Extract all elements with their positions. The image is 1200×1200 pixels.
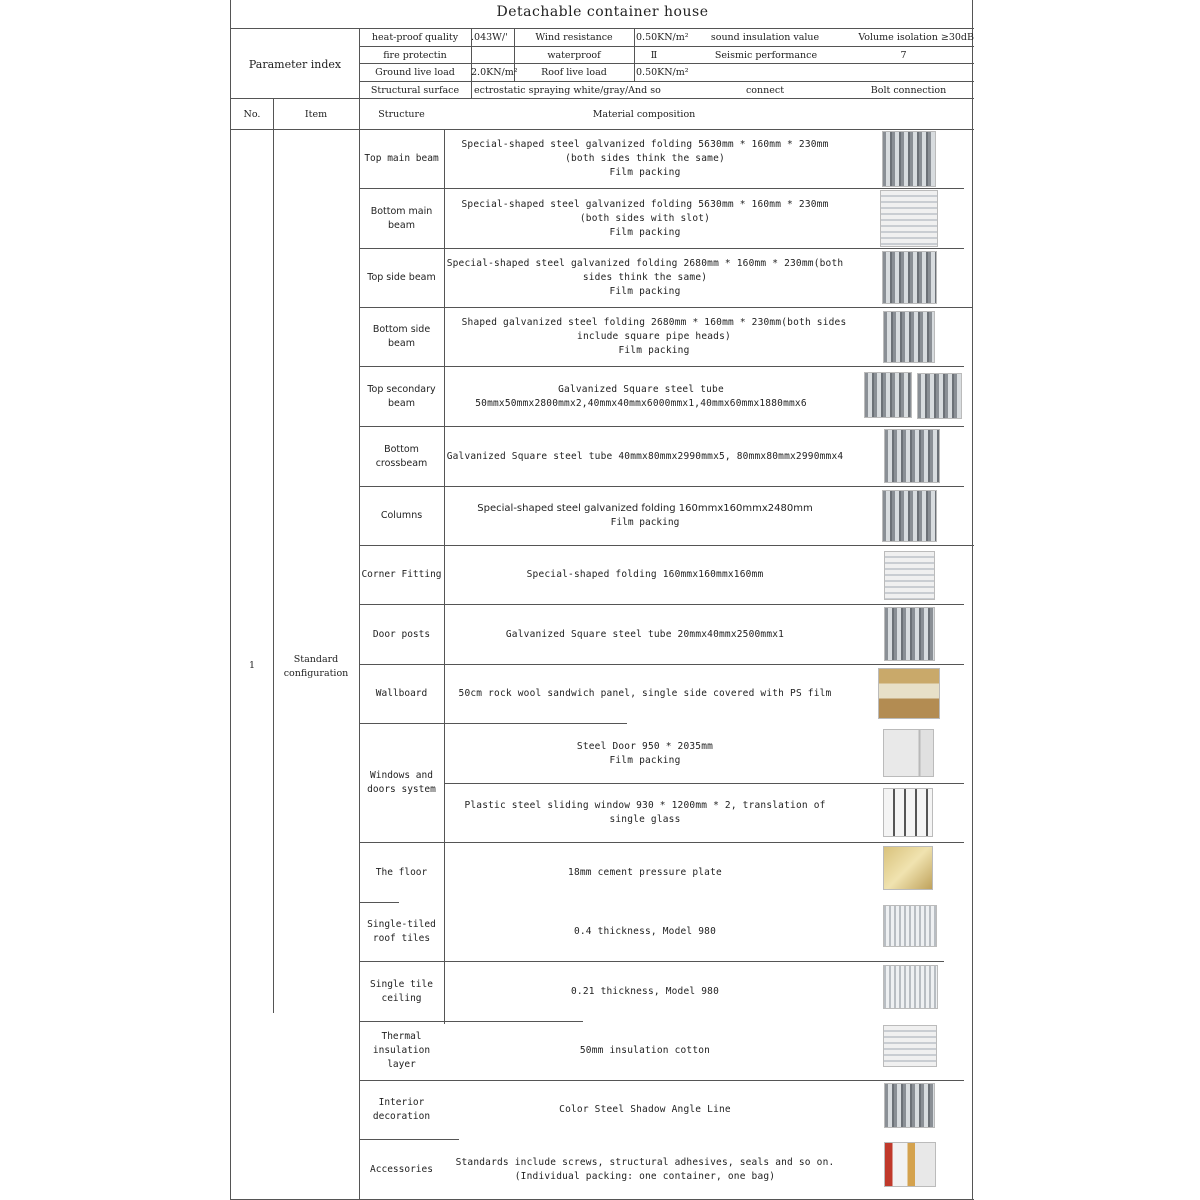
- structure-bottom-main-beam: Bottom main beam: [370, 205, 433, 231]
- material-bottom-crossbeam: [446, 427, 844, 486]
- corner-fitting-photo-icon: [884, 551, 935, 600]
- material-text: Galvanized Square steel tube 20mmx40mmx2500mmx1: [505, 628, 785, 640]
- packing-text: Film packing: [609, 286, 681, 297]
- document-title: Detachable container house: [496, 4, 709, 20]
- connect-label: connect: [745, 85, 785, 96]
- material-text: 0.4 thickness, Model 980: [573, 926, 717, 937]
- material-interior-decoration: [446, 1081, 844, 1139]
- roof-load-value: 0.50KN/m²: [636, 67, 689, 78]
- material-text: 50cm rock wool sandwich panel, single side covered with PS film: [458, 688, 832, 699]
- insulation-photo-icon: [883, 1025, 937, 1067]
- material-roof-tiles: [446, 903, 844, 961]
- material-sliding-window: [446, 784, 844, 842]
- structure-bottom-crossbeam: Bottom crossbeam: [375, 443, 428, 469]
- material-text: Special-shaped steel galvanized folding 160mmx160mmx2480mm: [477, 503, 813, 514]
- structure-accessories: Accessories: [370, 1163, 433, 1175]
- crossbeam-photo-icon: [884, 429, 940, 483]
- material-text: Special-shaped steel galvanized folding 5630mm * 160mm * 230mm (both sides with slot): [461, 198, 829, 224]
- material-text: Special-shaped steel galvanized folding 5630mm * 160mm * 230mm (both sides think the same): [461, 139, 829, 164]
- group-item: Standard configuration: [283, 654, 349, 679]
- material-top-secondary-beam: [446, 367, 836, 426]
- structure-floor: The floor: [375, 866, 428, 878]
- packing-text: Film packing: [610, 517, 680, 528]
- structural-surface-label: Structural surface: [370, 85, 460, 96]
- wind-resistance-label: Wind resistance: [535, 32, 613, 43]
- material-text: 50mm insulation cotton: [579, 1045, 711, 1056]
- structure-interior-decoration: Interior decoration: [372, 1097, 431, 1122]
- structure-ceiling: Single tile ceiling: [370, 978, 433, 1004]
- material-top-main-beam: [446, 130, 844, 188]
- header-material: Material composition: [592, 109, 696, 120]
- window-photo-icon: [883, 788, 933, 837]
- header-no: No.: [243, 109, 261, 120]
- column-photo-icon: [882, 490, 937, 542]
- structure-door-posts: Door posts: [372, 628, 431, 640]
- structure-corner-fitting: Corner Fitting: [361, 569, 442, 580]
- structure-insulation: Thermal insulation layer: [372, 1031, 431, 1070]
- heat-proof-label: heat-proof quality: [371, 32, 459, 43]
- steel-beam-photo-icon: [883, 311, 935, 363]
- material-text: Steel Door 950 * 2035mm: [576, 740, 714, 752]
- seismic-label: Seismic performance: [714, 50, 818, 61]
- material-ceiling: [446, 962, 844, 1021]
- accessories-photo-icon: [884, 1142, 936, 1187]
- material-text: Standards include screws, structural adhesives, seals and so on.: [455, 1156, 835, 1168]
- door-post-photo-icon: [884, 607, 935, 661]
- angle-line-photo-icon: [884, 1083, 935, 1128]
- material-text: Special-shaped folding 160mmx160mmx160mm: [526, 569, 764, 580]
- wallboard-photo-icon: [878, 668, 940, 719]
- material-door-posts: [446, 605, 844, 664]
- ground-load-value: 2.0KN/m²: [471, 67, 518, 78]
- seismic-value: 7: [900, 50, 907, 61]
- roof-load-label: Roof live load: [541, 67, 607, 78]
- material-insulation: [446, 1022, 844, 1080]
- material-text: Plastic steel sliding window 930 * 1200mm * 2, translation of single glass: [464, 800, 826, 825]
- structure-top-main-beam: Top main beam: [364, 153, 439, 164]
- divider: [231, 28, 974, 29]
- steel-beam-photo-icon: [882, 131, 936, 187]
- structure-windows-doors: Windows and doors system: [367, 770, 436, 795]
- material-text: Shaped galvanized steel folding 2680mm * 160mm * 230mm(both sides include square pipe heads): [461, 317, 847, 342]
- packing-text: Film packing: [618, 345, 690, 356]
- ceiling-tile-photo-icon: [883, 965, 938, 1009]
- material-steel-door: [446, 724, 844, 783]
- material-accessories: [446, 1140, 844, 1199]
- material-text: Galvanized Square steel tube 40mmx80mmx2990mmx5, 80mmx80mmx2990mmx4: [446, 450, 844, 462]
- wind-resistance-value: 0.50KN/m²: [636, 32, 689, 43]
- sound-insulation-label: sound insulation value: [710, 32, 820, 43]
- material-corner-fitting: [446, 546, 844, 604]
- steel-door-photo-icon: [883, 729, 934, 777]
- packing-text: Film packing: [609, 226, 681, 238]
- floor-plate-photo-icon: [883, 846, 933, 890]
- packing-text: Film packing: [609, 167, 681, 178]
- material-text: 18mm cement pressure plate: [568, 866, 722, 878]
- roof-tile-photo-icon: [883, 905, 937, 947]
- structural-surface-value: ectrostatic spraying white/gray/And so: [474, 85, 661, 96]
- material-columns: [446, 487, 844, 545]
- structure-roof-tiles: Single-tiled roof tiles: [367, 919, 436, 944]
- material-top-side-beam: [446, 249, 844, 307]
- structure-top-side-beam: Top side beam: [367, 272, 436, 283]
- waterproof-label: waterproof: [547, 50, 601, 61]
- material-wallboard: [446, 665, 844, 723]
- steel-beam-photo-icon: [882, 251, 937, 304]
- packing-text: Film packing: [609, 754, 681, 766]
- material-floor: [446, 843, 844, 902]
- material-bottom-main-beam: [446, 189, 844, 248]
- structure-top-secondary-beam: Top secondary beam: [367, 383, 436, 409]
- structure-wallboard: Wallboard: [375, 688, 428, 699]
- structure-bottom-side-beam: Bottom side beam: [372, 324, 431, 349]
- group-number: 1: [248, 660, 256, 671]
- structure-columns: Columns: [380, 510, 423, 521]
- fire-protection-label: fire protectin: [383, 50, 447, 61]
- sound-insulation-value: Volume isolation ≥30dB: [858, 32, 974, 43]
- steel-tube-photo-icon: [917, 373, 962, 419]
- material-text: 0.21 thickness, Model 980: [571, 985, 719, 997]
- ground-load-label: Ground live load: [375, 67, 455, 78]
- steel-beam-photo-icon: [880, 190, 938, 247]
- waterproof-value: Ⅱ: [650, 50, 658, 61]
- header-structure: Structure: [378, 109, 425, 120]
- material-text: Galvanized Square steel tube 50mmx50mmx2800mmx2,40mmx40mmx6000mmx1,40mmx60mmx1880mmx6: [475, 383, 807, 409]
- material-text: Special-shaped steel galvanized folding 2680mm * 160mm * 230mm(both sides think the same): [446, 258, 844, 283]
- heat-proof-value: .043W/': [471, 32, 508, 43]
- material-text: Color Steel Shadow Angle Line: [559, 1104, 731, 1115]
- parameter-index-label: Parameter index: [248, 58, 342, 71]
- connect-value: Bolt connection: [870, 85, 947, 96]
- spec-sheet: [230, 0, 973, 1200]
- packing-text: (Individual packing: one container, one bag): [514, 1170, 776, 1182]
- steel-tube-photo-icon: [864, 372, 912, 418]
- material-bottom-side-beam: [444, 308, 864, 366]
- header-item: Item: [304, 109, 328, 120]
